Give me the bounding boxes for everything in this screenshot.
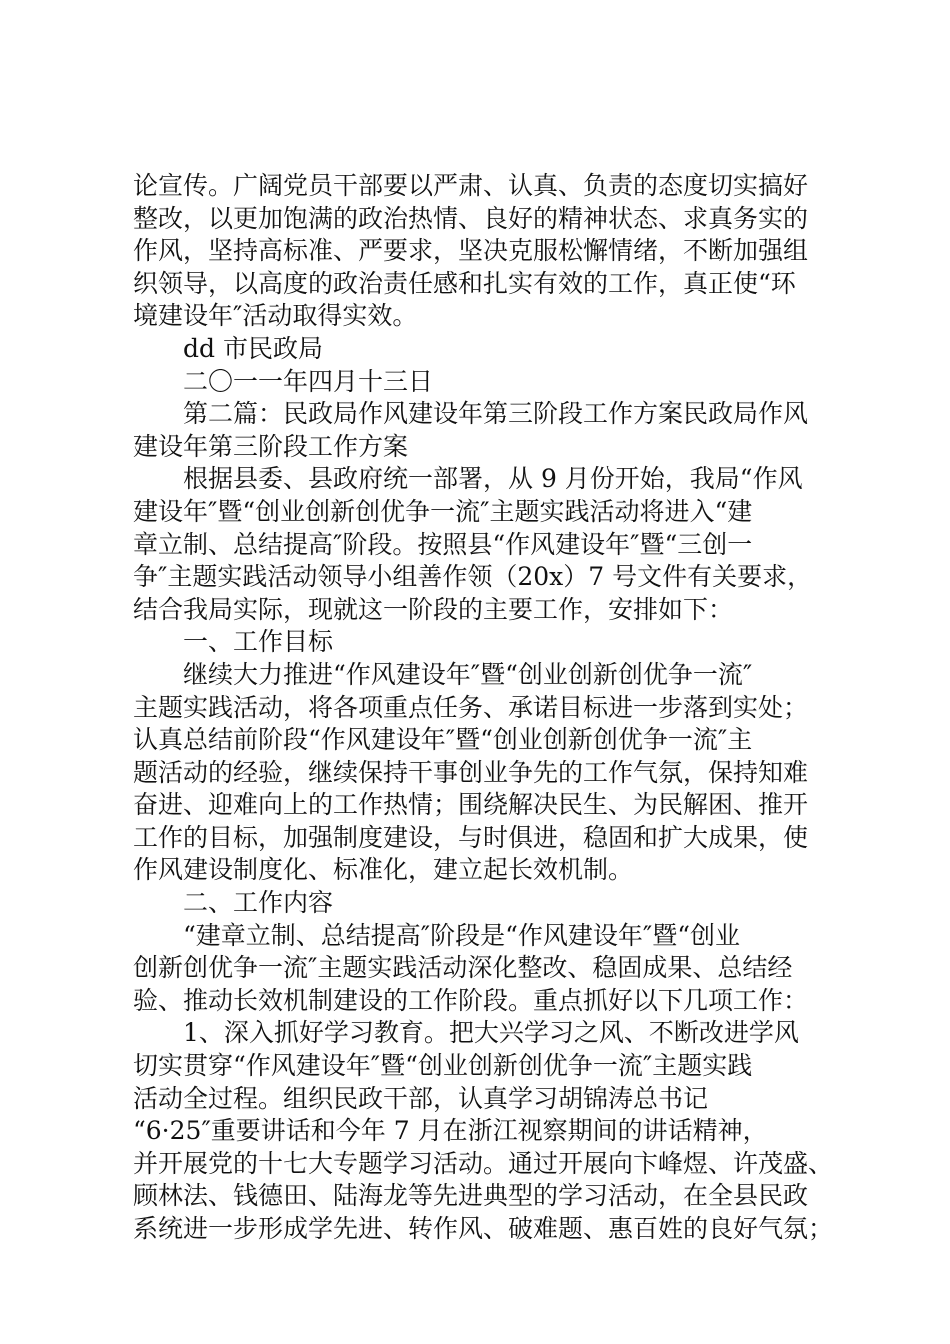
text-line: 奋进、迎难向上的工作热情；围绕解决民生、为民解困、推开 — [133, 790, 809, 820]
text-line: 认真总结前阶段“作风建设年″暨“创业创新创优争一流″主 — [133, 725, 753, 755]
text-line: 顾林法、钱德田、陆海龙等先进典型的学习活动，在全县民政 — [133, 1181, 809, 1211]
text-line: 工作的目标，加强制度建设，与时俱进，稳固和扩大成果，使 — [133, 822, 809, 852]
subheading-goals: 一、工作目标 — [183, 627, 334, 657]
text-line: 作风，坚持高标准、严要求，坚决克服松懈情绪，不断加强组 — [133, 236, 809, 266]
signature-org: dd 市民政局 — [183, 333, 323, 363]
text-line: 并开展党的十七大专题学习活动。通过开展向卞峰煜、许茂盛、 — [133, 1148, 834, 1178]
text-line: 结合我局实际，现就这一阶段的主要工作，安排如下： — [133, 594, 734, 624]
text-line: 论宣传。广阔党员干部要以严肃、认真、负责的态度切实搞好 — [133, 171, 809, 200]
text-line: 建设年″暨“创业创新创优争一流″主题实践活动将进入“建 — [133, 496, 753, 526]
text-line: 织领导，以高度的政治责任感和扎实有效的工作，真正使“环 — [133, 268, 796, 298]
text-line: 主题实践活动，将各项重点任务、承诺目标进一步落到实处； — [133, 692, 809, 722]
text-line: 切实贯穿“作风建设年″暨“创业创新创优争一流″主题实践 — [133, 1051, 753, 1081]
text-line: 作风建设制度化、标准化，建立起长效机制。 — [133, 855, 634, 885]
text-line: 争″主题实践活动领导小组善作领（20x）7 号文件有关要求， — [133, 562, 813, 592]
text-line: “6·25″重要讲话和今年 7 月在浙江视察期间的讲话精神， — [133, 1116, 768, 1146]
text-line: 题活动的经验，继续保持干事创业争先的工作气氛，保持知难 — [133, 757, 809, 787]
signature-date: 二〇一一年四月十三日 — [183, 366, 434, 396]
document-body — [133, 170, 833, 1246]
subheading-content: 二、工作内容 — [183, 888, 334, 918]
section-heading-cont: 建设年第三阶段工作方案 — [133, 431, 409, 461]
text-line: 系统进一步形成学先进、转作风、破难题、惠百姓的良好气氛； — [133, 1214, 834, 1243]
text-line: 验、推动长效机制建设的工作阶段。重点抓好以下几项工作： — [133, 985, 809, 1015]
text-line: 境建设年″活动取得实效。 — [133, 301, 418, 331]
text-line: 活动全过程。组织民政干部，认真学习胡锦涛总书记 — [133, 1083, 709, 1113]
text-line: 1、深入抓好学习教育。把大兴学习之风、不断改进学风 — [183, 1018, 799, 1048]
text-line: 创新创优争一流″主题实践活动深化整改、稳固成果、总结经 — [133, 953, 793, 983]
text-line: 整改，以更加饱满的政治热情、良好的精神状态、求真务实的 — [133, 203, 809, 233]
text-line: 章立制、总结提高″阶段。按照县“作风建设年″暨“三创一 — [133, 529, 753, 559]
text-line: “建章立制、总结提高″阶段是“作风建设年″暨“创业 — [183, 920, 741, 950]
text-line: 根据县委、县政府统一部署，从 9 月份开始，我局“作风 — [183, 464, 803, 494]
text-line: 继续大力推进“作风建设年″暨“创业创新创优争一流″ — [183, 659, 753, 689]
section-heading: 第二篇：民政局作风建设年第三阶段工作方案民政局作风 — [183, 399, 809, 429]
